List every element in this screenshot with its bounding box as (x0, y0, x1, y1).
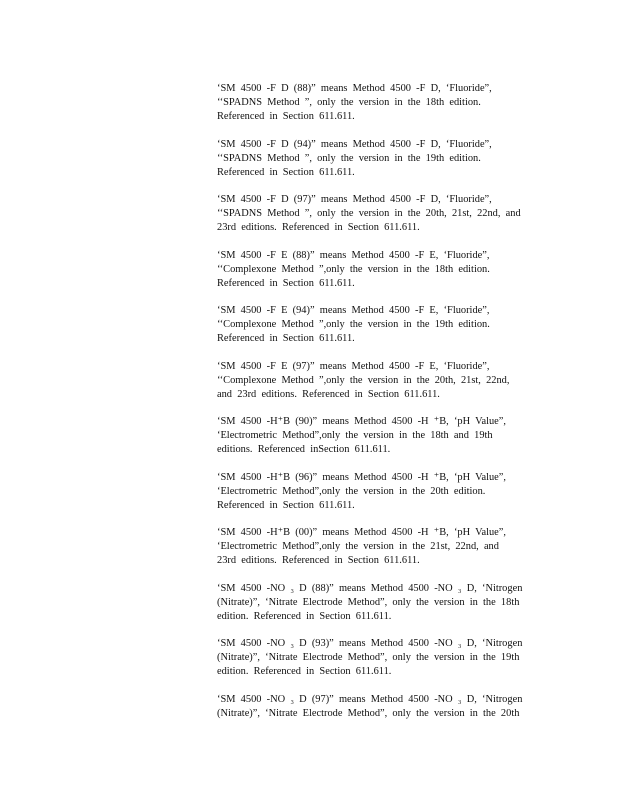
definition-entry (217, 360, 547, 402)
definition-line: 23rd editions. Referenced in Section 611.611. (217, 222, 420, 233)
definition-entry (217, 471, 547, 513)
definition-line: Referenced in Section 611.611. (217, 166, 355, 178)
definition-line: ‘‘SPADNS Method ”, only the version in the 20th, 21st, 22nd, and (217, 208, 521, 219)
definition-line: ‘SM 4500 -F D (88)” means Method 4500 -F D, ‘Fluoride”, (217, 83, 492, 94)
definition-line: ‘SM 4500 -H⁺B (96)” means Method 4500 -H ⁺B, ‘pH Value”, (217, 471, 507, 483)
definition-line: ‘‘Complexone Method ”,only the version in the 20th, 21st, 22nd, (217, 374, 510, 386)
definition-entry (217, 415, 547, 457)
definition-entry (217, 693, 547, 721)
definitions-text-column (217, 82, 547, 734)
definition-line: ‘‘Complexone Method ”,only the version in the 18th edition. (217, 263, 490, 275)
definition-line: editions. Referenced inSection 611.611. (217, 444, 391, 455)
definition-entry (217, 582, 547, 624)
definition-entry (217, 249, 547, 291)
definition-entry (217, 637, 547, 679)
definition-line: ‘‘SPADNS Method ”, only the version in the 18th edition. (217, 97, 481, 108)
definition-line: ‘SM 4500 -F D (97)” means Method 4500 -F D, ‘Fluoride”, (217, 194, 492, 205)
definition-line: ‘SM 4500 -NO ₃ D (88)” means Method 4500 -NO ₃ D, ‘Nitrogen (217, 582, 523, 594)
definition-line: edition. Referenced in Section 611.611. (217, 666, 392, 677)
definition-line: ‘SM 4500 -F E (97)” means Method 4500 -F E, ‘Fluoride”, (217, 360, 490, 372)
definition-line: (Nitrate)”, ‘Nitrate Electrode Method”, only the version in the 19th (217, 652, 520, 663)
definition-line: ‘‘SPADNS Method ”, only the version in the 19th edition. (217, 152, 481, 164)
definition-line: ‘Electrometric Method”,only the version in the 21st, 22nd, and (217, 541, 499, 552)
definition-line: Referenced in Section 611.611. (217, 277, 355, 289)
definition-line: ‘SM 4500 -NO ₃ D (93)” means Method 4500 -NO ₃ D, ‘Nitrogen (217, 638, 523, 649)
definition-line: Referenced in Section 611.611. (217, 111, 355, 122)
definition-line: ‘SM 4500 -NO ₃ D (97)” means Method 4500 -NO ₃ D, ‘Nitrogen (217, 693, 523, 705)
definition-line: 23rd editions. Referenced in Section 611.611. (217, 555, 420, 566)
definition-line: and 23rd editions. Referenced in Section 611.611. (217, 388, 440, 400)
definition-line: ‘SM 4500 -H⁺B (00)” means Method 4500 -H ⁺B, ‘pH Value”, (217, 527, 507, 538)
definition-line: Referenced in Section 611.611. (217, 499, 355, 511)
definition-line: (Nitrate)”, ‘Nitrate Electrode Method”, only the version in the 20th (217, 707, 520, 719)
definition-line: ‘Electrometric Method”,only the version in the 20th edition. (217, 485, 486, 497)
definition-entry (217, 304, 547, 346)
definition-line: ‘SM 4500 -F E (94)” means Method 4500 -F E, ‘Fluoride”, (217, 305, 490, 316)
definition-line: ‘‘Complexone Method ”,only the version in the 19th edition. (217, 319, 490, 330)
definition-line: ‘SM 4500 -H⁺B (90)” means Method 4500 -H ⁺B, ‘pH Value”, (217, 416, 507, 427)
definition-entry (217, 82, 547, 124)
definition-line: ‘Electrometric Method”,only the version in the 18th and 19th (217, 430, 493, 441)
definition-line: (Nitrate)”, ‘Nitrate Electrode Method”, only the version in the 18th (217, 596, 520, 608)
definition-line: edition. Referenced in Section 611.611. (217, 610, 392, 622)
definition-line: Referenced in Section 611.611. (217, 333, 355, 344)
definition-entry (217, 138, 547, 180)
definition-line: ‘SM 4500 -F D (94)” means Method 4500 -F D, ‘Fluoride”, (217, 138, 492, 150)
definition-line: ‘SM 4500 -F E (88)” means Method 4500 -F E, ‘Fluoride”, (217, 249, 490, 261)
definition-entry (217, 526, 547, 568)
definition-entry (217, 193, 547, 235)
